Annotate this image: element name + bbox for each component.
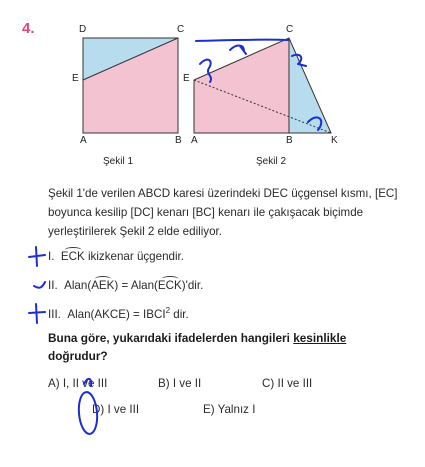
problem-paragraph: Şekil 1'de verilen ABCD karesi üzerindeki DEC üçgensel kısmı, [EC] boyunca kesilip [DC] kenarı [BC] kenarı ile çakışacak biçimde yerleştirilerek Şekil 2 elde ediliyor. (48, 187, 398, 238)
fig1-point-b: B (175, 135, 182, 146)
statement-1-text: ikizkenar üçgendir. (84, 250, 184, 263)
option-d[interactable] (92, 403, 139, 416)
option-b-letter: B) (158, 377, 170, 390)
option-c-letter: C) (262, 377, 275, 390)
geometry-figure (0, 0, 425, 180)
option-a[interactable] (48, 377, 107, 390)
figure2-trapezoid-abce (194, 38, 289, 133)
fig1-point-a: A (80, 135, 87, 146)
question-main: Buna göre, yukarıdaki ifadelerden hangileri (48, 331, 290, 345)
statement-3-sup: 2 (165, 306, 171, 315)
statement-1-roman: I. (48, 250, 55, 263)
option-e-text: Yalnız I (217, 403, 256, 416)
statement-2-triangle-2: ECK (157, 279, 182, 292)
option-b-text: I ve II (172, 377, 202, 390)
option-e-letter: E) (203, 403, 215, 416)
statement-3-roman: III. (48, 307, 61, 321)
figure2-shape (194, 38, 331, 133)
figure1-square (83, 38, 178, 133)
option-c[interactable] (262, 377, 312, 390)
statement-2-roman: II. (48, 279, 58, 292)
statement-1-triangle: ECK (60, 250, 85, 263)
question-end: doğrudur? (48, 349, 108, 363)
option-b[interactable] (158, 377, 201, 390)
statement-3-prefix: Alan(AKCE) = IBCI (67, 307, 166, 321)
statement-2-suffix: )'dir. (181, 279, 204, 292)
statement-2-mid: ) = Alan( (114, 279, 158, 292)
figure1-caption: Şekil 1 (103, 156, 134, 167)
option-d-letter: D) (92, 403, 105, 416)
fig1-point-c: C (177, 24, 185, 35)
fig1-point-e: E (72, 73, 79, 84)
question-underlined: kesinlikle (293, 331, 347, 345)
ink-plus-3 (29, 304, 45, 323)
fig1-point-d: D (79, 24, 87, 35)
option-c-text: II ve III (277, 377, 313, 390)
ink-check-2 (34, 282, 45, 288)
statement-2-prefix: Alan( (64, 279, 92, 292)
fig2-point-a: A (191, 135, 198, 146)
option-a-letter: A) (48, 377, 60, 390)
fig2-point-b: B (286, 135, 293, 146)
fig2-point-e: E (183, 73, 190, 84)
question-number: 4. (22, 20, 35, 37)
fig2-point-c: C (286, 24, 294, 35)
option-a-text: I, II ve III (62, 377, 108, 390)
fig2-point-k: K (331, 135, 338, 146)
option-e[interactable] (203, 403, 255, 416)
ink-plus-1 (29, 247, 45, 266)
statement-2 (48, 279, 203, 292)
statement-2-triangle-1: AEK (91, 279, 115, 292)
question-text (48, 329, 406, 365)
statement-3-suffix: dir. (170, 307, 189, 321)
figure2-caption: Şekil 2 (256, 156, 287, 167)
statement-3 (48, 306, 189, 321)
statement-1 (48, 250, 184, 263)
option-d-text: I ve III (107, 403, 140, 416)
